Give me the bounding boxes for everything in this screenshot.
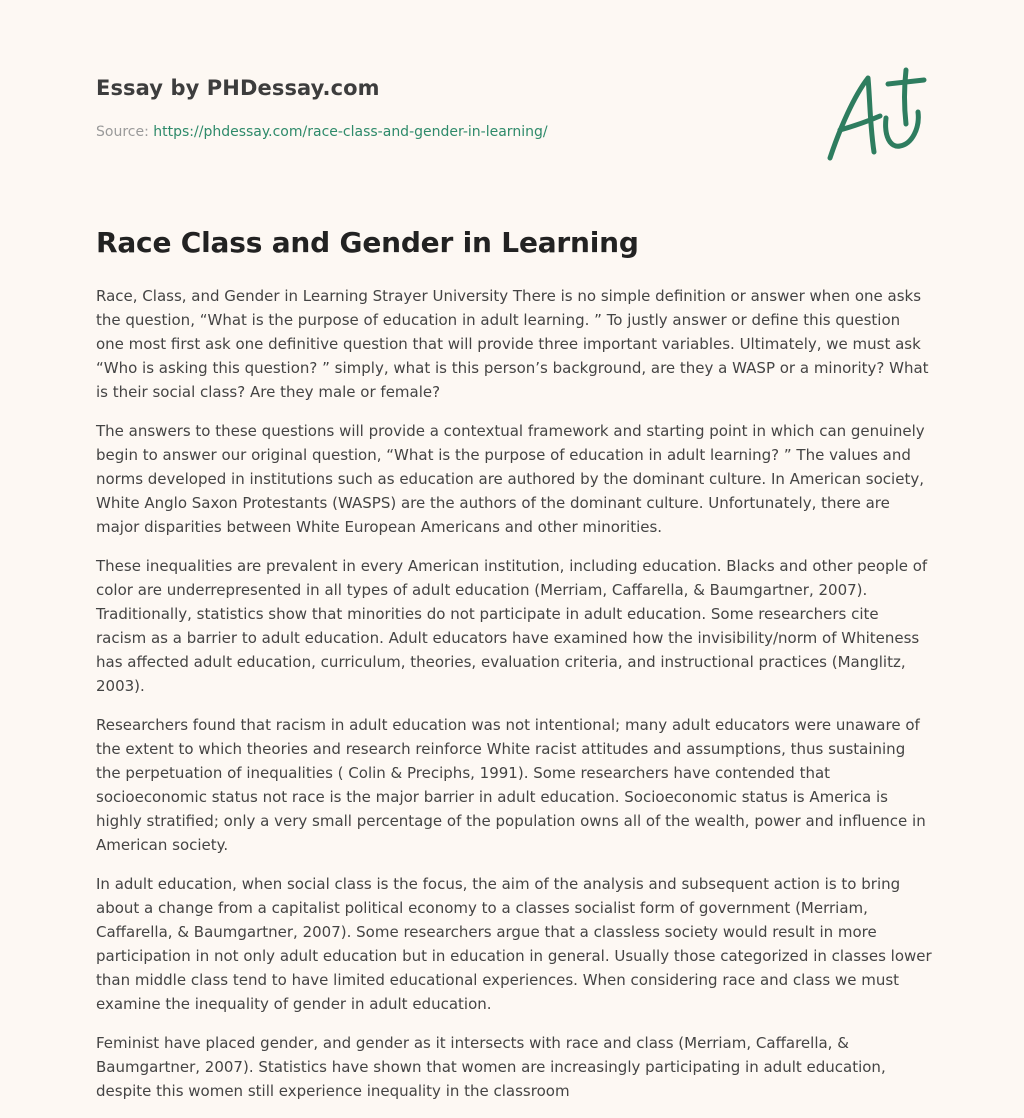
article-title: Race Class and Gender in Learning: [96, 226, 639, 259]
page-header: [96, 0, 932, 200]
source-line: [96, 124, 548, 140]
article-paragraph: Race, Class, and Gender in Learning Strayer University There is no simple definition or answer when one asks the question, “What is the purpose of education in adult learning. ” To justly answer or define this question one most first ask one definitive question that will provide three important variables. Ultimately, we must ask “Who is asking this question? ” simply, what is this person’s background, are they a WASP or a minority? What is their social class? Are they male or female?: [96, 287, 929, 401]
a-plus-grade-logo-icon: [824, 66, 928, 166]
site-title: Essay by PHDessay.com: [96, 76, 380, 100]
article-paragraph: These inequalities are prevalent in every American institution, including education. Blacks and other people of color are underrepresented in all types of adult education (Merriam, Caffarella, & Baumgartner, 2007). Traditionally, statistics show that minorities do not participate in adult education. Some researchers cite racism as a barrier to adult education. Adult educators have examined how the invisibility/norm of Whiteness has affected adult education, curriculum, theories, evaluation criteria, and instructional practices (Manglitz, 2003).: [96, 557, 928, 695]
article-paragraph: Feminist have placed gender, and gender as it intersects with race and class (Merriam, Caffarella, & Baumgartner, 2007). Statistics have shown that women are increasingly participating in adult education, despite this women still experience inequality in the classroom: [96, 1034, 886, 1100]
article-body: [96, 284, 932, 1118]
article-paragraph: The answers to these questions will provide a contextual framework and starting point in which can genuinely begin to answer our original question, “What is the purpose of education in adult learning? ” The values and norms developed in institutions such as education are authored by the dominant culture. In American society, White Anglo Saxon Protestants (WASPS) are the authors of the dominant culture. Unfortunately, there are major disparities between White European Americans and other minorities.: [96, 422, 925, 536]
article-paragraph: Researchers found that racism in adult education was not intentional; many adult educators were unaware of the extent to which theories and research reinforce White racist attitudes and assumptions, thus sustaining the perpetuation of inequalities ( Colin & Preciphs, 1991). Some researchers have contended that socioeconomic status not race is the major barrier in adult education. Socioeconomic status is America is highly stratified; only a very small percentage of the population owns all of the wealth, power and influence in American society.: [96, 716, 926, 854]
source-label: Source:: [96, 124, 149, 140]
essay-page: [96, 0, 932, 1100]
article-paragraph: In adult education, when social class is the focus, the aim of the analysis and subsequent action is to bring about a change from a capitalist political economy to a classes socialist form of government (Merriam, Caffarella, & Baumgartner, 2007). Some researchers argue that a classless society would result in more participation in not only adult education but in education in general. Usually those categorized in classes lower than middle class tend to have limited educational experiences. When considering race and class we must examine the inequality of gender in adult education.: [96, 875, 932, 1013]
source-link[interactable]: https://phdessay.com/race-class-and-gender-in-learning/: [153, 124, 548, 140]
